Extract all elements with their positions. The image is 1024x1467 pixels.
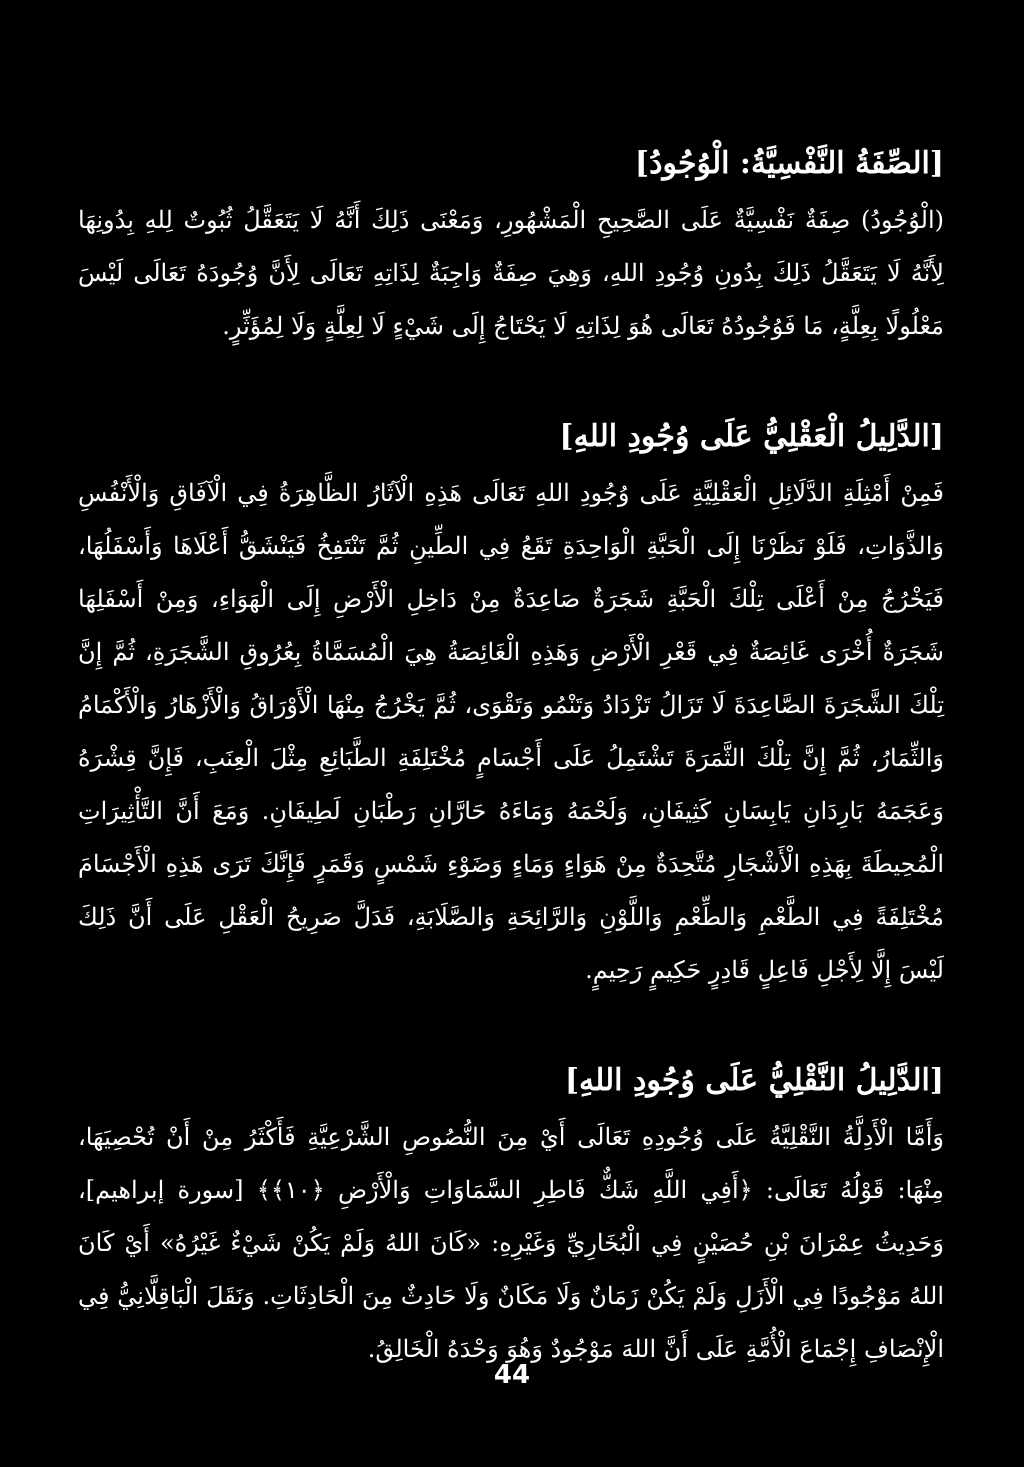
page-number: 44: [493, 1360, 531, 1390]
section-heading: [الدَّلِيلُ الْعَقْلِيُّ عَلَى وُجُودِ اللهِ]: [559, 419, 944, 454]
page-content: [78, 138, 944, 1434]
section-paragraph: وَأَمَّا الْأَدِلَّةُ النَّقْلِيَّةُ عَلَى وُجُودِهِ تَعَالَى أَيْ مِنَ النُّصُوصِ الشَّرْعِيَّةِ فَأَكْثَرُ مِنْ أَنْ تُحْصِيَهَا، مِنْهَا: قَوْلُهُ تَعَالَى: ﴿أَفِي اللَّهِ شَكٌّ فَاطِرِ السَّمَاوَاتِ وَالْأَرْضِ ﴿١٠﴾﴾ [سورة إبراهيم]، وَحَدِيثُ عِمْرَانَ بْنِ حُصَيْنٍ فِي الْبُخَارِيِّ وَغَيْرِهِ: «كَانَ اللهُ وَلَمْ يَكُنْ شَيْءٌ غَيْرُهُ» أَيْ كَانَ اللهُ مَوْجُودًا فِي الْأَزَلِ وَلَمْ يَكُنْ زَمَانٌ وَلَا مَكَانٌ وَلَا حَادِثٌ مِنَ الْحَادِثَاتِ. وَنَقَلَ الْبَاقِلَّانِيُّ فِي الْإِنْصَافِ إِجْمَاعَ الْأُمَّةِ عَلَى أَنَّ اللهَ مَوْجُودٌ وَهُوَ وَحْدَهُ الْخَالِقُ.: [78, 1123, 945, 1363]
section-heading: [الدَّلِيلُ النَّقْلِيُّ عَلَى وُجُودِ اللهِ]: [564, 1063, 944, 1098]
section-textual-proof: [78, 1055, 944, 1376]
section-heading: [الصِّفَةُ النَّفْسِيَّةُ: الْوُجُودُ]: [634, 146, 944, 181]
section-paragraph: (الْوُجُودُ) صِفَةٌ نَفْسِيَّةٌ عَلَى الصَّحِيحِ الْمَشْهُورِ، وَمَعْنَى ذَلِكَ أَنَّهُ لَا يَتَعَقَّلُ ثُبُوتٌ لِلهِ بِدُونِهَا لِأَنَّهُ لَا يَتَعَقَّلُ ذَلِكَ بِدُونِ وُجُودِ اللهِ، وَهِيَ صِفَةٌ وَاجِبَةٌ لِذَاتِهِ تَعَالَى لِأَنَّ وُجُودَهُ تَعَالَى لَيْسَ مَعْلُولًا بِعِلَّةٍ، مَا فَوُجُودُهُ تَعَالَى هُوَ لِذَاتِهِ لَا يَحْتَاجُ إِلَى شَيْءٍ لَا لِعِلَّةٍ وَلَا لِمُؤَثِّرٍ.: [78, 206, 944, 340]
section-rational-proof: [78, 411, 944, 997]
section-existence: [78, 138, 944, 353]
section-paragraph: فَمِنْ أَمْثِلَةِ الدَّلَائِلِ الْعَقْلِيَّةِ عَلَى وُجُودِ اللهِ تَعَالَى هَذِهِ الْآثَارُ الظَّاهِرَةُ فِي الْآفَاقِ وَالْأَنْفُسِ وَالذَّوَاتِ، فَلَوْ نَظَرْنَا إِلَى الْحَبَّةِ الْوَاحِدَةِ تَقَعُ فِي الطِّينِ ثُمَّ تَنْتَفِخُ فَيَنْشَقُّ أَعْلَاهَا وَأَسْفَلُهَا، فَيَخْرُجُ مِنْ أَعْلَى تِلْكَ الْحَبَّةِ شَجَرَةٌ صَاعِدَةٌ مِنْ دَاخِلِ الْأَرْضِ إِلَى الْهَوَاءِ، وَمِنْ أَسْفَلِهَا شَجَرَةٌ أُخْرَى غَائِصَةٌ فِي قَعْرِ الْأَرْضِ وَهَذِهِ الْغَائِصَةُ هِيَ الْمُسَمَّاةُ بِعُرُوقِ الشَّجَرَةِ، ثُمَّ إِنَّ تِلْكَ الشَّجَرَةَ الصَّاعِدَةَ لَا تَزَالُ تَزْدَادُ وَتَنْمُو وَتَقْوَى، ثُمَّ يَخْرُجُ مِنْهَا الْأَوْرَاقُ وَالْأَزْهَارُ وَالْأَكْمَامُ وَالثِّمَارُ، ثُمَّ إِنَّ تِلْكَ الثَّمَرَةَ تَشْتَمِلُ عَلَى أَجْسَامٍ مُخْتَلِفَةِ الطَّبَائِعِ مِثْلَ الْعِنَبِ، فَإِنَّ قِشْرَهُ وَعَجَمَهُ بَارِدَانِ يَابِسَانِ كَثِيفَانِ، وَلَحْمَهُ وَمَاءَهُ حَارَّانِ رَطْبَانِ لَطِيفَانِ. وَمَعَ أَنَّ التَّأْثِيرَاتِ الْمُحِيطَةَ بِهَذِهِ الْأَشْجَارِ مُتَّحِدَةٌ مِنْ هَوَاءٍ وَمَاءٍ وَضَوْءِ شَمْسٍ وَقَمَرٍ فَإِنَّكَ تَرَى هَذِهِ الْأَجْسَامَ مُخْتَلِفَةً فِي الطَّعْمِ وَالطِّعْمِ وَاللَّوْنِ وَالرَّائِحَةِ وَالصَّلَابَةِ، فَدَلَّ صَرِيحُ الْعَقْلِ عَلَى أَنَّ ذَلِكَ لَيْسَ إِلَّا لِأَجْلِ فَاعِلٍ قَادِرٍ حَكِيمٍ رَحِيمٍ.: [78, 479, 944, 984]
